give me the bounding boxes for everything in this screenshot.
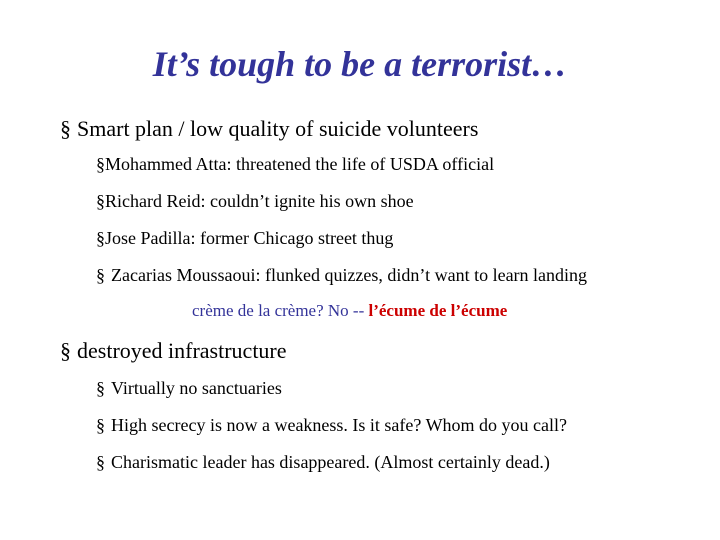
bullet-smart-plan (60, 116, 478, 142)
creme-text: crème de la crème? No -- (192, 301, 369, 320)
sub-bullet-text: Jose Padilla: former Chicago street thug (105, 228, 394, 248)
bullet-icon: § (96, 415, 105, 435)
sub-bullet-text: High secrecy is now a weakness. Is it safe? Whom do you call? (111, 415, 568, 435)
bullet-icon: § (60, 338, 71, 363)
creme-note (192, 300, 507, 322)
bullet-text: Smart plan / low quality of suicide volunteers (77, 116, 479, 141)
bullet-icon: § (96, 452, 105, 472)
bullet-icon: § (96, 191, 105, 211)
sub-bullet-moussaoui (96, 264, 587, 286)
bullet-icon: § (96, 228, 105, 248)
sub-bullet-reid (96, 190, 414, 212)
sub-bullet-text: Richard Reid: couldn’t ignite his own shoe (105, 191, 414, 211)
slide-title: It’s tough to be a terrorist… (152, 44, 568, 84)
ecume-text: l’écume de l’écume (368, 301, 508, 320)
bullet-icon: § (60, 116, 71, 141)
sub-bullet-atta (96, 153, 494, 175)
sub-bullet-secrecy (96, 414, 567, 436)
bullet-icon: § (96, 154, 105, 174)
sub-bullet-text: Virtually no sanctuaries (111, 378, 282, 398)
sub-bullet-padilla (96, 227, 393, 249)
sub-bullet-sanctuaries (96, 377, 282, 399)
sub-bullet-leader (96, 451, 550, 473)
bullet-infrastructure (60, 338, 287, 364)
bullet-text: destroyed infrastructure (77, 338, 287, 363)
sub-bullet-text: Charismatic leader has disappeared. (Almost certainly dead.) (111, 452, 550, 472)
sub-bullet-text: Mohammed Atta: threatened the life of USDA official (105, 154, 495, 174)
bullet-icon: § (96, 265, 105, 285)
bullet-icon: § (96, 378, 105, 398)
sub-bullet-text: Zacarias Moussaoui: flunked quizzes, didn’t want to learn landing (111, 265, 588, 285)
